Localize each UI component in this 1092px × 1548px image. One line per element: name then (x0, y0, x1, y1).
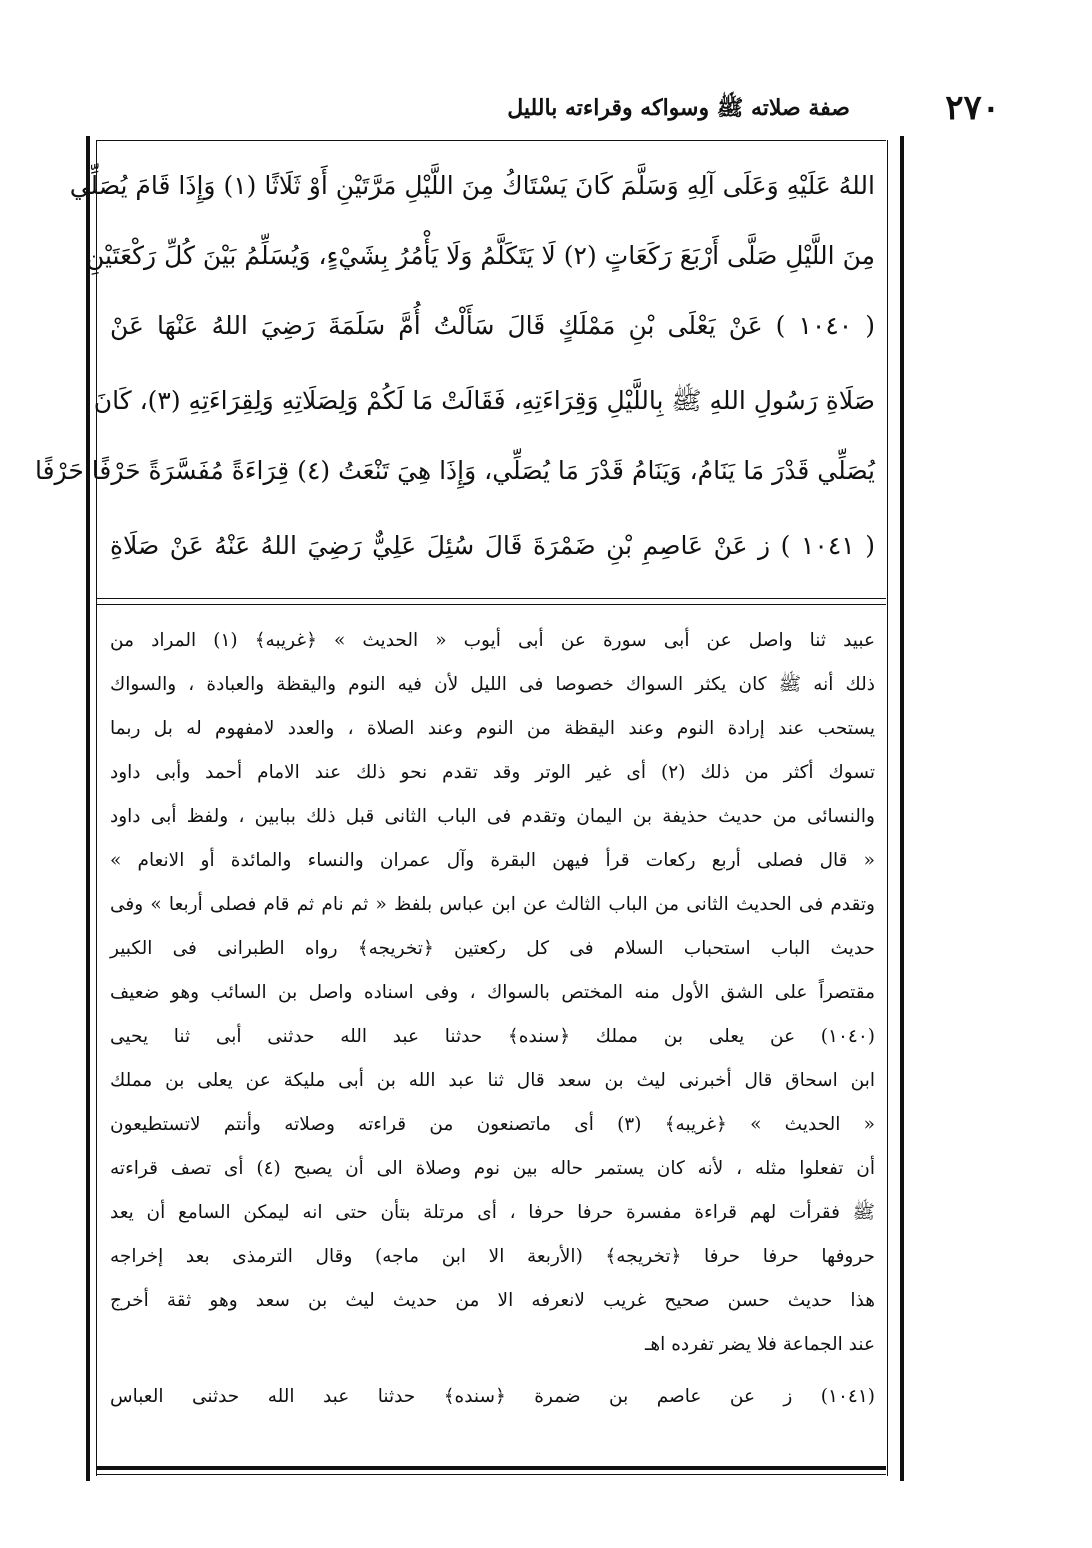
note-line: والنسائى من حديث حذيفة بن اليمان وتقدم فى الباب الثانى قبل ذلك ببابين ، ولفظ أبى داود (110, 806, 875, 827)
top-rule (96, 140, 886, 141)
note-line: « قال فصلى أربع ركعات قرأ فيهن البقرة وآل عمران والنساء والمائدة أو الانعام » (110, 850, 875, 871)
running-title: صفة صلاته ﷺ وسواكه وقراءته بالليل (507, 95, 850, 121)
separator-rule-lower (96, 604, 886, 605)
hadith-main-text (34, 158, 876, 588)
main-text-line: مِنَ اللَّيْلِ صَلَّى أَرْبَعَ رَكَعَاتٍ (٢) لَا يَتَكَلَّمُ وَلَا يَأْمُرُ بِشَيْءٍ، وَيُسَلِّمُ بَيْنَ كُلِّ رَكْعَتَيْنِ (85, 241, 875, 270)
note-line: تسوك أكثر من ذلك (٢) أى غير الوتر وقد تقدم نحو ذلك عند الامام أحمد وأبى داود (110, 762, 875, 783)
note-line: عبيد ثنا واصل عن أبى سورة عن أبى أيوب « الحديث » ﴿غريبه﴾ (١) المراد من (110, 630, 875, 651)
note-line: « الحديث » ﴿غريبه﴾ (٣) أى ماتصنعون من قراءته وصلاته وأنتم لاتستطيعون (110, 1114, 875, 1135)
note-line: أن تفعلوا مثله ، لأنه كان يستمر حاله بين نوم وصلاة الى أن يصبح (٤) أى تصف قراءته (110, 1158, 875, 1179)
bottom-rule-thick (96, 1466, 886, 1470)
bottom-rule-thin (96, 1474, 886, 1475)
note-line: عند الجماعة فلا يضر تفرده اهـ (645, 1334, 875, 1355)
main-text-line: اللهُ عَلَيْهِ وَعَلَى آلِهِ وَسَلَّمَ كَانَ يَسْتَاكُ مِنَ اللَّيْلِ مَرَّتَيْنِ أَوْ ثَلَاثًا (١) وَإِذَا قَامَ يُصَلِّي (69, 171, 875, 200)
note-line: ﷺ فقرأت لهم قراءة مفسرة حرفا حرفا ، أى مرتلة بتأن حتى انه ليمكن السامع أن يعد (110, 1202, 875, 1223)
note-line: وتقدم فى الحديث الثانى من الباب الثالث عن ابن عباس بلفظ « ثم نام ثم قام فصلى أربعا » وفى (110, 894, 875, 915)
page-header (100, 88, 1000, 132)
note-line: يستحب عند إرادة النوم وعند اليقظة من النوم وعند الصلاة ، والعدد لامفهوم له بل ربما (110, 718, 875, 739)
note-line: حديث الباب استحباب السلام فى كل ركعتين ﴿تخريجه﴾ رواه الطبرانى فى الكبير (110, 938, 875, 959)
main-text-line: ( ١٠٤١ ) ز عَنْ عَاصِمِ بْنِ ضَمْرَةَ قَالَ سُئِلَ عَلِيٌّ رَضِيَ اللهُ عَنْهُ عَنْ صَلَاةِ (110, 531, 876, 560)
note-line: ذلك أنه ﷺ كان يكثر السواك خصوصا فى الليل لأن فيه النوم واليقظة والعبادة ، والسواك (110, 674, 875, 695)
main-text-line: يُصَلِّي قَدْرَ مَا يَنَامُ، وَيَنَامُ قَدْرَ مَا يُصَلِّي، وَإِذَا هِيَ تَنْعَتُ (٤) قِرَاءَةً مُفَسَّرَةً حَرْفًا حَرْفًا (34, 456, 875, 485)
note-line: هذا حديث حسن صحيح غريب لانعرفه الا من حديث ليث بن سعد وهو ثقة أخرج (110, 1290, 875, 1311)
commentary-notes (110, 625, 875, 1460)
note-line: ابن اسحاق قال أخبرنى ليث بن سعد قال ثنا عبد الله بن أبى مليكة عن يعلى بن مملك (110, 1070, 875, 1091)
page-number: ٢٧٠ (945, 88, 1000, 128)
note-line: حروفها حرفا حرفا ﴿تخريجه﴾ (الأربعة الا ابن ماجه) وقال الترمذى بعد إخراجه (110, 1246, 875, 1267)
note-line: (١٠٤٠) عن يعلى بن مملك ﴿سنده﴾ حدثنا عبد الله حدثنى أبى ثنا يحيى (110, 1026, 875, 1047)
note-line: (١٠٤١) ز عن عاصم بن ضمرة ﴿سنده﴾ حدثنا عبد الله حدثنى العباس (110, 1386, 875, 1407)
main-text-line: صَلَاةِ رَسُولِ اللهِ ﷺ بِاللَّيْلِ وَقِرَاءَتِهِ، فَقَالَتْ مَا لَكُمْ وَلِصَلَاتِهِ وَلِقِرَاءَتِهِ (٣)، كَانَ (93, 386, 875, 415)
separator-rule-upper (96, 598, 886, 599)
note-line: مقتصراً على الشق الأول منه المختص بالسواك ، وفى اسناده واصل بن السائب وهو ضعيف (110, 982, 875, 1003)
main-text-line: ( ١٠٤٠ ) عَنْ يَعْلَى بْنِ مَمْلَكٍ قَالَ سَأَلْتُ أُمَّ سَلَمَةَ رَضِيَ اللهُ عَنْهَا عَنْ (110, 311, 876, 340)
